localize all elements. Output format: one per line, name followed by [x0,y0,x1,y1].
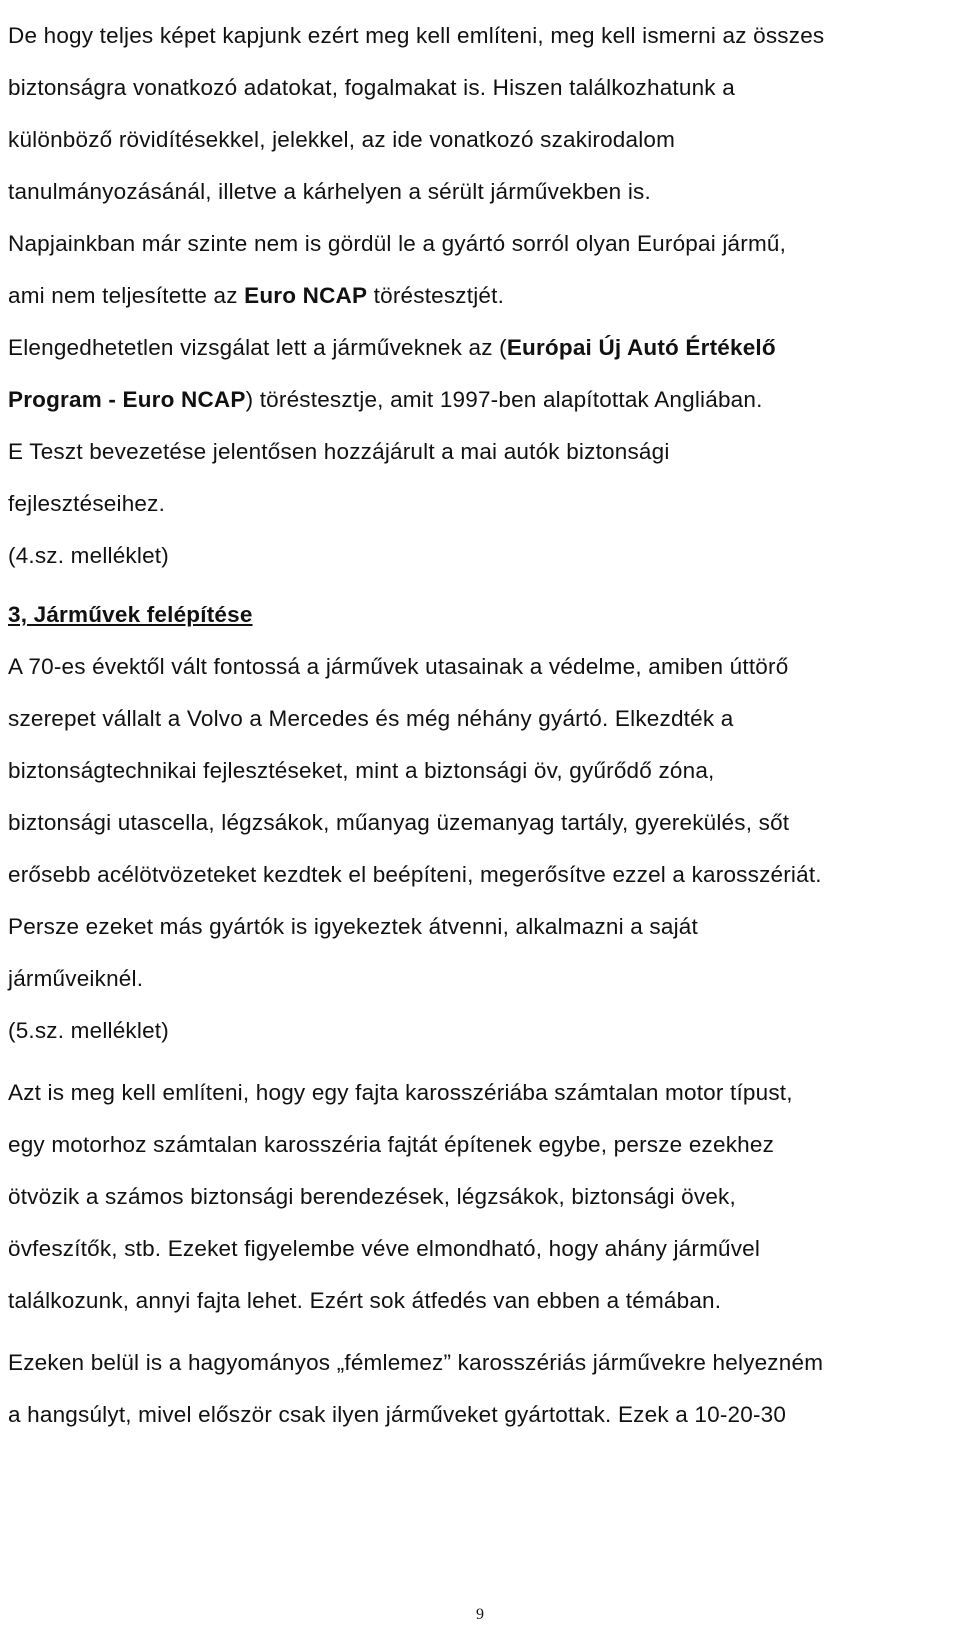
text-line: A 70-es évektől vált fontossá a járművek utasainak a védelme, amiben úttörő [8,654,789,679]
text-line: járműveiknél. [8,966,144,991]
bold-term-program: Program - Euro NCAP [8,387,246,412]
text-line: ötvözik a számos biztonsági berendezések, légzsákok, biztonsági övek, [8,1184,736,1209]
text-line [8,374,952,426]
text-line: De hogy teljes képet kapjunk ezért meg kell említeni, meg kell ismerni az összes [8,23,825,48]
text-line: Napjainkban már szinte nem is gördül le a gyártó sorról olyan Európai jármű, [8,231,787,256]
text-line [8,322,952,374]
text-line: biztonságra vonatkozó adatokat, fogalmakat is. Hiszen találkozhatunk a [8,75,735,100]
paragraph-body-types [8,1067,952,1327]
text-line: a hangsúlyt, mivel először csak ilyen járműveket gyártottak. Ezek a 10-20-30 [8,1402,787,1427]
page-number: 9 [476,1606,484,1623]
text-line: szerepet vállalt a Volvo a Mercedes és még néhány gyártó. Elkezdték a [8,706,734,731]
paragraph-sheet-metal [8,1337,952,1441]
section-heading: 3, Járművek felépítése [8,602,253,627]
bold-term-european-new-car: Európai Új Autó Értékelő [506,335,776,360]
bold-term-euro-ncap: Euro NCAP [244,283,368,308]
annex-reference: (5.sz. melléklet) [8,1018,169,1043]
text-run: töréstesztjét. [367,283,505,308]
text-line: tanulmányozásánál, illetve a kárhelyen a sérült járművekben is. [8,179,651,204]
text-line: találkozunk, annyi fajta lehet. Ezért sok átfedés van ebben a témában. [8,1288,722,1313]
text-line: Azt is meg kell említeni, hogy egy fajta karosszériába számtalan motor típust, [8,1080,793,1105]
document-page [8,10,952,1441]
text-run: ami nem teljesítette az [8,283,245,308]
text-line: biztonságtechnikai fejlesztéseket, mint a biztonsági öv, gyűrődő zóna, [8,758,715,783]
text-line: egy motorhoz számtalan karosszéria fajtát építenek egybe, persze ezekhez [8,1132,775,1157]
text-line: Ezeken belül is a hagyományos „fémlemez” karosszériás járművekre helyezném [8,1350,824,1375]
text-line: övfeszítők, stb. Ezeket figyelembe véve elmondható, hogy ahány járművel [8,1236,761,1261]
text-line: Persze ezeket más gyártók is igyekeztek átvenni, alkalmazni a saját [8,914,698,939]
annex-reference: (4.sz. melléklet) [8,543,169,568]
text-line: különböző rövidítésekkel, jelekkel, az ide vonatkozó szakirodalom [8,127,676,152]
text-run: ) töréstesztje, amit 1997-ben alapítottak Angliában. [245,387,763,412]
paragraph-safety-data [8,10,952,582]
text-line: fejlesztéseihez. [8,491,166,516]
text-line [8,270,952,322]
text-line: E Teszt bevezetése jelentősen hozzájárult a mai autók biztonsági [8,439,670,464]
paragraph-vehicle-structure [8,641,952,1057]
text-line: biztonsági utascella, légzsákok, műanyag üzemanyag tartály, gyerekülés, sőt [8,810,790,835]
text-line: erősebb acélötvözeteket kezdtek el beépíteni, megerősítve ezzel a karosszériát. [8,862,822,887]
text-run: Elengedhetetlen vizsgálat lett a járműveknek az ( [8,335,507,360]
